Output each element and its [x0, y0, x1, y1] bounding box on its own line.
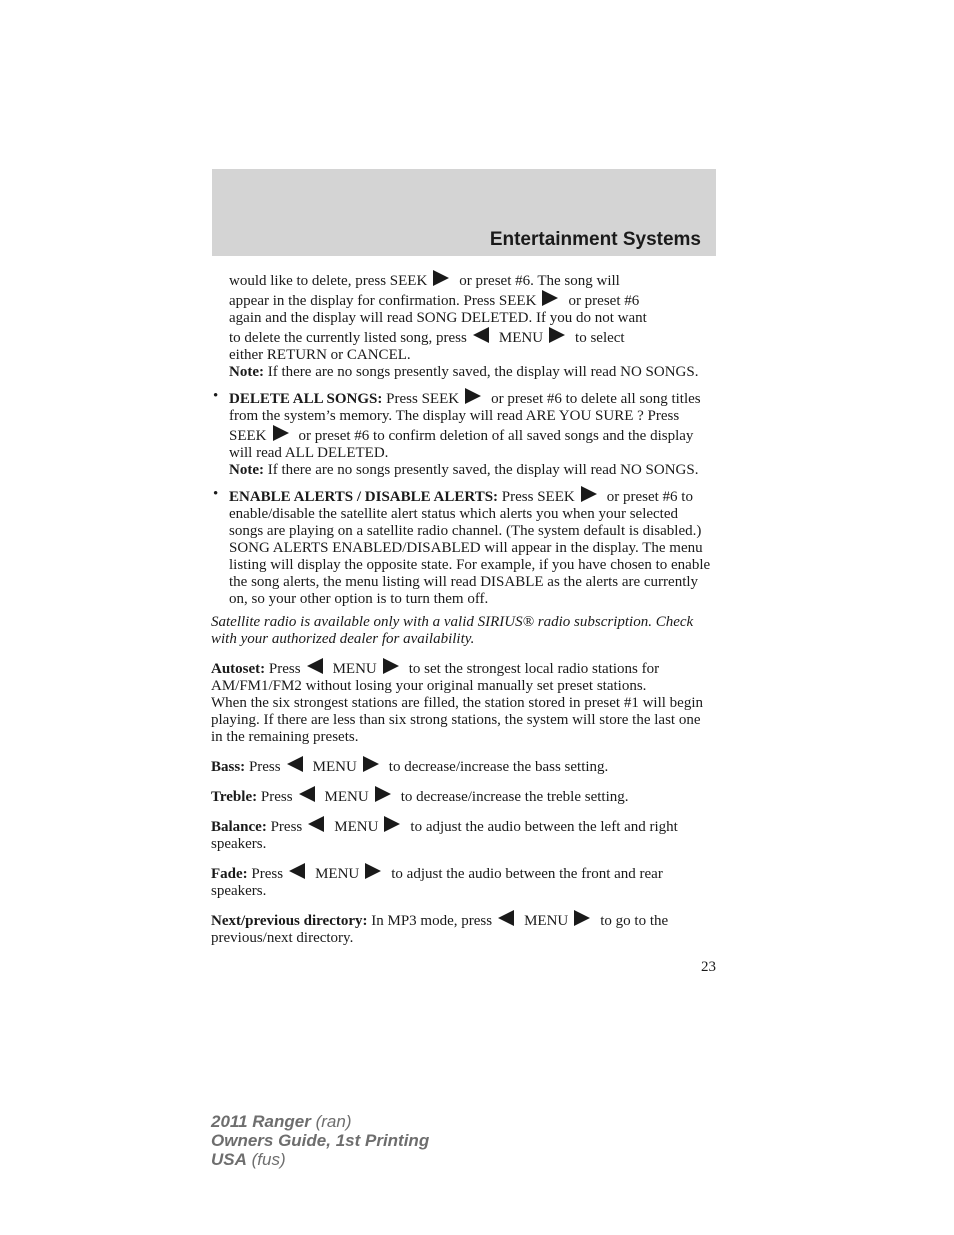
arrow-right-icon	[581, 486, 597, 502]
arrow-right-icon	[384, 816, 400, 832]
continued-paragraph: would like to delete, press SEEK or preset #6. The song will appear in the display for confirmation. Press SEEK or preset #6 again and the display will read SONG DELETED. If you do not want to delete the currently listed song, press MENU to select either RETURN or CANCEL. Note: If there are no songs presently saved, the display will read NO SONGS.	[211, 270, 711, 381]
note: Note: If there are no songs presently saved, the display will read NO SONGS.	[229, 462, 699, 478]
header-band	[212, 169, 716, 256]
arrow-right-icon	[273, 425, 289, 441]
treble-paragraph: Treble: Press MENU to decrease/increase the treble setting.	[211, 786, 711, 806]
arrow-right-icon	[574, 910, 590, 926]
arrow-right-icon	[549, 327, 565, 343]
note: Note: If there are no songs presently saved, the display will read NO SONGS.	[229, 364, 699, 380]
delete-all-songs-item: • DELETE ALL SONGS: Press SEEK or preset #6 to delete all song titles from the system’s memory. The display will read ARE YOU SURE ? Press SEEK or preset #6 to confirm deletion of all saved songs and the display will read ALL DELETED. Note: If there are no songs presently saved, the display will read NO SONGS.	[211, 388, 711, 479]
arrow-right-icon	[433, 270, 449, 286]
arrow-right-icon	[465, 388, 481, 404]
arrow-right-icon	[542, 290, 558, 306]
arrow-left-icon	[287, 756, 303, 772]
bullet-icon: •	[213, 388, 219, 404]
satellite-note: Satellite radio is available only with a valid SIRIUS® radio subscription. Check with your authorized dealer for availability.	[211, 614, 694, 647]
arrow-right-icon	[383, 658, 399, 674]
arrow-left-icon	[498, 910, 514, 926]
section-title: Entertainment Systems	[489, 229, 701, 250]
bullet-icon: •	[213, 486, 219, 502]
page-number: 23	[701, 959, 716, 975]
autoset-paragraph: Autoset: Press MENU to set the strongest local radio stations for AM/FM1/FM2 without losing your original manually set preset stations. When the six strongest stations are filled, the station stored in preset #1 will begin playing. If there are less than six strong stations, the system will store the last one in the remaining presets.	[211, 658, 711, 746]
page-content	[211, 270, 711, 947]
footer: 2011 Ranger (ran) Owners Guide, 1st Printing USA (fus)	[211, 1112, 430, 1169]
arrow-left-icon	[308, 816, 324, 832]
arrow-left-icon	[289, 863, 305, 879]
directory-paragraph: Next/previous directory: In MP3 mode, press MENU to go to the previous/next directory.	[211, 910, 711, 947]
arrow-right-icon	[365, 863, 381, 879]
arrow-left-icon	[299, 786, 315, 802]
bass-paragraph: Bass: Press MENU to decrease/increase the bass setting.	[211, 756, 711, 776]
balance-paragraph: Balance: Press MENU to adjust the audio between the left and right speakers.	[211, 816, 711, 853]
arrow-left-icon	[307, 658, 323, 674]
arrow-right-icon	[363, 756, 379, 772]
arrow-left-icon	[473, 327, 489, 343]
arrow-right-icon	[375, 786, 391, 802]
fade-paragraph: Fade: Press MENU to adjust the audio between the front and rear speakers.	[211, 863, 711, 900]
enable-alerts-item: • ENABLE ALERTS / DISABLE ALERTS: Press SEEK or preset #6 to enable/disable the satellite alert status which alerts you when your selected songs are playing on a satellite radio channel. (The system default is disabled.) SONG ALERTS ENABLED/DISABLED will appear in the display. The menu listing will display the opposite state. For example, if you have chosen to enable the song alerts, the menu listing will read DISABLE as the alerts are currently on, so your other option is to turn them off.	[213, 486, 711, 607]
